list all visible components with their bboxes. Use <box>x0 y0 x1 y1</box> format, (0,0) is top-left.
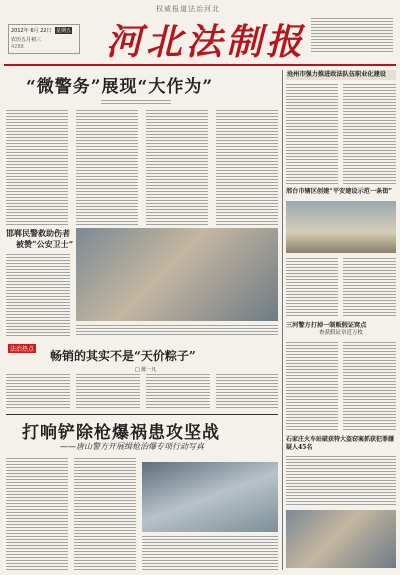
feature-col-1 <box>6 374 70 410</box>
sidebar-box-2 <box>286 188 396 318</box>
section-divider <box>6 414 278 415</box>
main-photo-caption <box>76 325 278 337</box>
feature-headline: 畅销的其实不是“天价粽子” <box>50 349 196 363</box>
lead-byline <box>101 100 171 104</box>
sidebar-box-3-subtitle: 查获假证章近万枚 <box>318 330 363 336</box>
column-separator <box>282 70 283 570</box>
sidebar-box-1-body-a <box>286 84 338 184</box>
feature-col-2 <box>76 374 140 410</box>
masthead-weekday: 星期五 <box>56 28 72 34</box>
story-2-body <box>6 254 70 338</box>
masthead <box>6 4 394 62</box>
bottom-headline: 打响铲除枪爆祸患攻坚战 <box>22 423 220 443</box>
sidebar-box-3-body-b <box>343 342 396 430</box>
sidebar-box-2-photo <box>286 201 396 253</box>
sidebar-box-3-body-a <box>286 342 338 430</box>
main-photo <box>76 228 278 321</box>
feature-byline: □ 陈一凡 <box>135 367 157 373</box>
sidebar-box-3 <box>286 322 396 432</box>
lead-story <box>6 70 278 225</box>
masthead-date-box <box>8 24 80 54</box>
bottom-col-1 <box>6 458 68 570</box>
bottom-col-3 <box>142 536 278 570</box>
masthead-edition-number: 4288 <box>11 44 24 50</box>
feature-col-4 <box>216 374 278 410</box>
masthead-title: 河北法制报 <box>106 21 307 63</box>
sidebar-box-4-body <box>286 456 396 506</box>
bottom-photo <box>142 462 278 532</box>
feature-col-3 <box>146 374 210 410</box>
sidebar-box-4 <box>286 436 396 570</box>
lead-col-4 <box>216 110 278 225</box>
sidebar-box-2-body-b <box>343 258 396 316</box>
sidebar-box-3-title: 三河警方打掉一制贩假证窝点 <box>286 322 367 329</box>
sidebar-box-2-title: 邢台市辖区创建“平安建设示范一条街” <box>286 188 393 195</box>
sidebar-box-1-title: 沧州市强力推进政法队伍职业化建设 <box>286 70 396 80</box>
lead-col-3 <box>146 110 208 225</box>
sidebar-box-1 <box>286 70 396 185</box>
masthead-lunar: 农历五月初三 <box>11 37 42 43</box>
masthead-info-block <box>311 18 393 58</box>
story-2-title: 邯郸民警救助伤者 <box>6 228 70 238</box>
lead-headline: “微警务”展现“大作为” <box>26 77 214 97</box>
sidebar-box-1-body-b <box>343 84 396 184</box>
masthead-slogan: 权威报道法治河北 <box>156 5 220 13</box>
masthead-date: 2012年 6月 22日 <box>11 28 52 34</box>
sidebar-box-4-photo <box>286 510 396 568</box>
bottom-subhead: ——唐山警方开展缉枪治爆专项行动写真 <box>60 442 204 451</box>
lead-col-1 <box>6 110 68 225</box>
masthead-rule <box>4 64 396 66</box>
feature-badge: 法治热点 <box>10 346 35 353</box>
sidebar-box-2-body-a <box>286 258 338 316</box>
bottom-col-2 <box>74 458 136 570</box>
masthead-info-lines <box>311 18 393 54</box>
sidebar-box-4-title: 石家庄火车站破获特大盗窃案抓获犯罪嫌疑人45名 <box>286 436 395 451</box>
story-2-subtitle: 被赞“公安卫士” <box>16 239 74 249</box>
lead-col-2 <box>76 110 138 225</box>
story-2 <box>6 228 74 338</box>
